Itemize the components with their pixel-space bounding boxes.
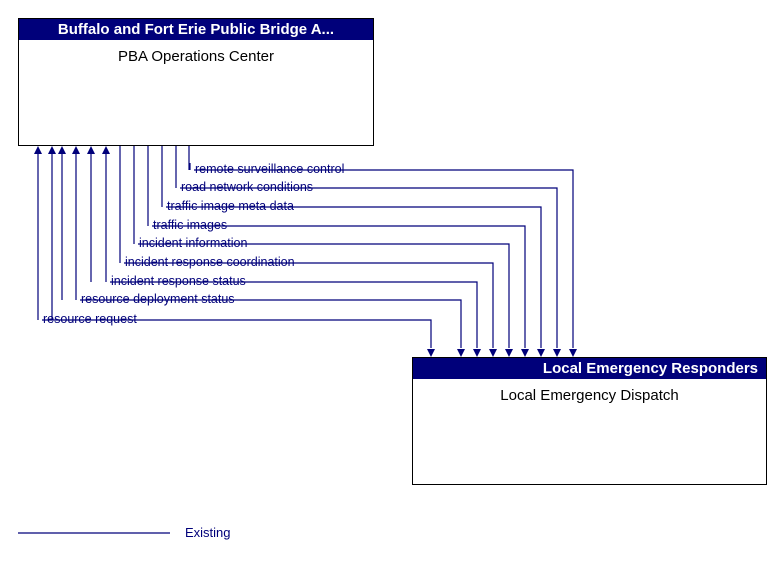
flow-label-resource-deployment-status: resource deployment status: [81, 292, 235, 306]
legend-label-existing: Existing: [185, 525, 231, 540]
node-ler-title: Local Emergency Dispatch: [500, 387, 679, 404]
flow-label-traffic-images: traffic images: [153, 218, 228, 232]
flow-label-incident-information: incident information: [139, 236, 248, 250]
flow-label-traffic-image-meta-data: traffic image meta data: [167, 199, 294, 213]
flow-label-incident-response-status: incident response status: [111, 274, 246, 288]
flow-label-resource-request: resource request: [43, 312, 137, 326]
flow-label-remote-surveillance-control: remote surveillance control: [195, 162, 345, 176]
node-pba-header: Buffalo and Fort Erie Public Bridge A...: [19, 19, 373, 40]
node-ler-header: Local Emergency Responders: [413, 358, 766, 379]
node-local-emergency-responders[interactable]: [412, 357, 767, 485]
flow-label-incident-response-coordination: incident response coordination: [125, 255, 295, 269]
flow-label-road-network-conditions: road network conditions: [181, 180, 314, 194]
node-pba-operations-center[interactable]: [18, 18, 374, 146]
node-pba-title: PBA Operations Center: [118, 48, 274, 65]
